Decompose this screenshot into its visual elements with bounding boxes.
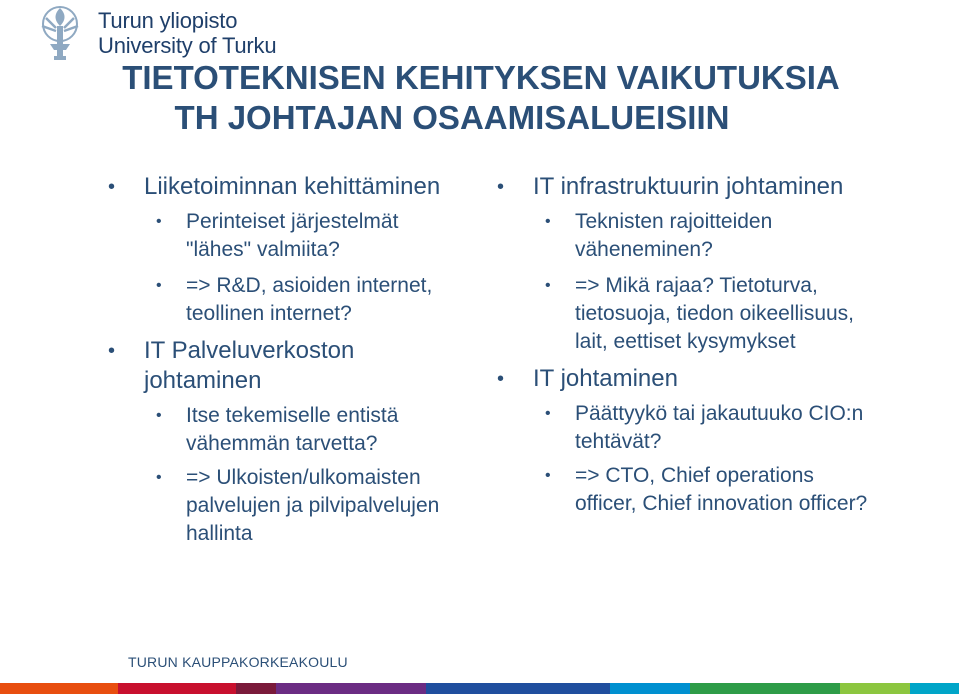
bullet-infrastruktuurin [497,172,877,202]
bullet-label: IT infrastruktuurin johtaminen [533,173,844,200]
bullet-label: Liiketoiminnan kehittäminen [144,173,441,200]
sub-bullet-text: Teknisten rajoitteiden väheneminen? [575,210,773,261]
sub-bullet-item [156,464,458,548]
footer-color-stripe [690,683,840,694]
bullet-icon: • [108,176,116,198]
logo-wordmark [98,8,276,58]
bullet-icon: • [156,277,162,294]
bullet-icon: • [497,368,505,390]
bullet-icon: • [156,407,162,424]
bullet-icon: • [156,469,162,486]
sub-bullet-item [545,272,877,356]
sub-bullet-text: => R&D, asioiden internet, teollinen internet? [186,274,433,325]
footer-color-stripe [910,683,959,694]
sub-bullet-text: Itse tekemiselle entistä vähemmän tarvetta? [186,404,399,455]
bullet-liiketoiminnan [108,172,458,202]
footer-color-stripe [118,683,236,694]
title-line-1: TIETOTEKNISEN KEHITYKSEN VAIKUTUKSIA [122,59,840,96]
footer-color-stripe [840,683,910,694]
sub-bullet-item [545,462,877,518]
logo-line-1: Turun yliopisto [98,8,238,33]
torch-emblem-icon [32,4,88,62]
bullet-it-johtaminen [497,364,877,394]
bullet-icon: • [497,176,505,198]
sub-bullet-item [545,208,877,264]
bullet-icon: • [545,213,551,230]
sub-bullet-text: Perinteiset järjestelmät "lähes" valmiita? [186,210,399,261]
bullet-label: IT Palveluverkoston johtaminen [144,337,355,394]
sub-bullet-item [156,402,458,458]
footer-color-bar [0,683,959,694]
bullet-label: IT johtaminen [533,365,678,392]
sub-bullet-text: Päättyykö tai jakautuuko CIO:n tehtävät? [575,402,864,453]
footer-color-stripe [276,683,426,694]
footer-color-stripe [0,683,118,694]
sub-bullet-item [156,272,458,328]
footer-color-stripe [236,683,276,694]
sub-bullet-text: => Mikä rajaa? Tietoturva, tietosuoja, tiedon oikeellisuus, lait, eettiset kysymykset [575,274,855,353]
bullet-palveluverkoston [108,336,458,396]
bullet-icon: • [108,340,116,362]
sub-bullet-text: => CTO, Chief operations officer, Chief innovation officer? [575,464,868,515]
bullet-icon: • [545,467,551,484]
footer-school-name: TURUN KAUPPAKORKEAKOULU [128,654,348,670]
left-column [108,172,458,556]
sub-bullet-item [545,400,877,456]
logo-line-2: University of Turku [98,33,277,58]
sub-bullet-item [156,208,458,264]
right-column [497,172,877,526]
bullet-icon: • [156,213,162,230]
bullet-icon: • [545,405,551,422]
sub-bullet-text: => Ulkoisten/ulkomaisten palvelujen ja pilvipalvelujen hallinta [186,466,440,545]
footer-color-stripe [426,683,610,694]
footer-color-stripe [610,683,690,694]
title-line-2: TH JOHTAJAN OSAAMISALUEISIIN [174,99,730,136]
university-logo [32,4,277,62]
bullet-icon: • [545,277,551,294]
slide-title [0,58,959,138]
